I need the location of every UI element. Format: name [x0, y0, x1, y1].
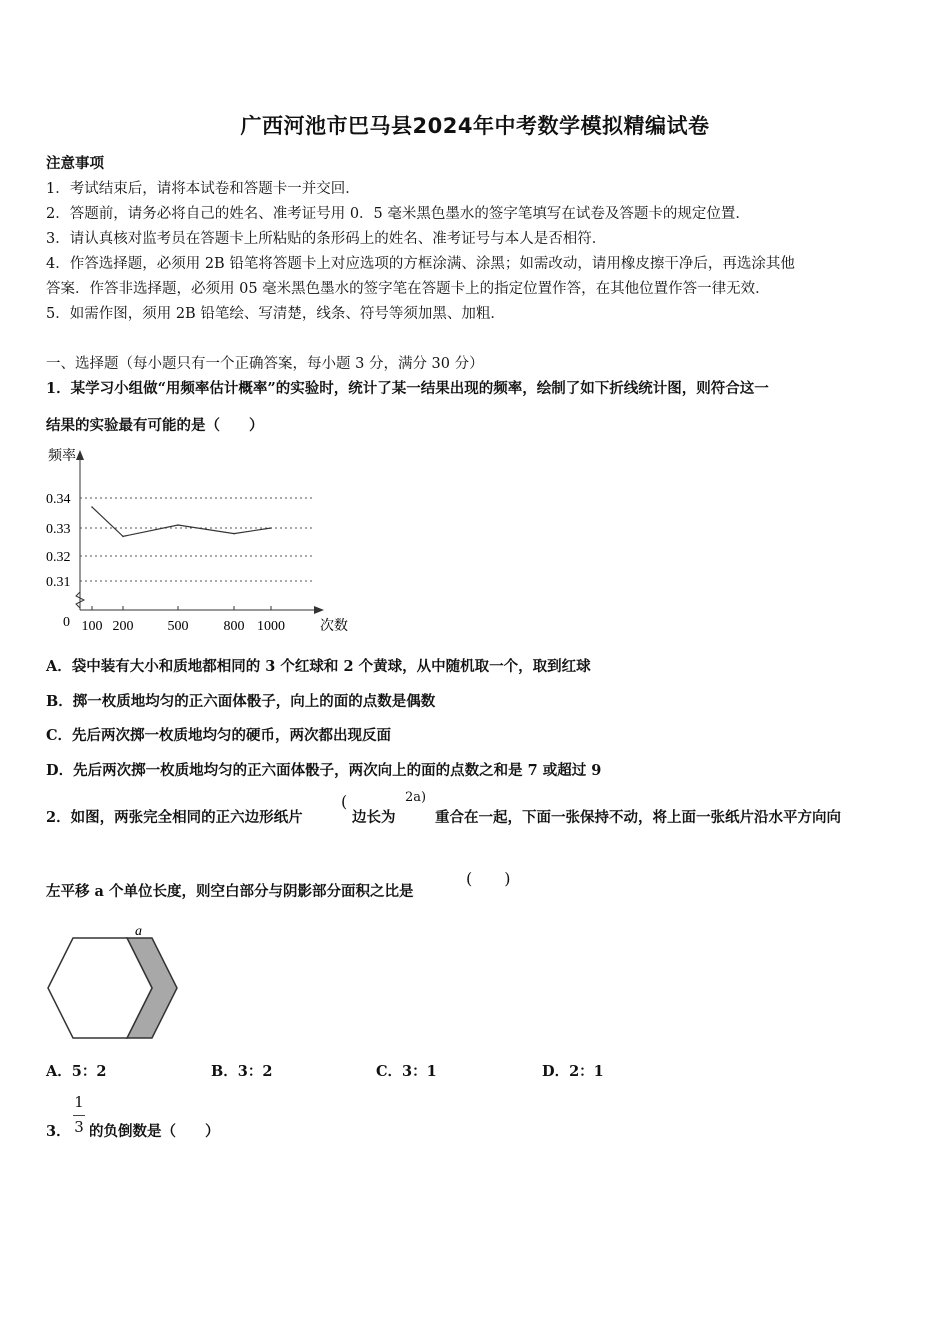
notice-heading: 注意事项 — [46, 155, 104, 172]
hexagon-figure — [40, 918, 190, 1044]
figure-label-a: a — [135, 924, 142, 939]
q2-stem-line2: 左平移 a 个单位长度，则空白部分与阴影部分面积之比是 — [46, 883, 414, 900]
q2-stem-a: 2．如图，两张完全相同的正六边形纸片 — [46, 809, 303, 826]
q2-option-d: D．2：1 — [542, 1063, 604, 1080]
notice-item-4: 4．作答选择题，必须用 2B 铅笔将答题卡上对应选项的方框涂满、涂黑；如需改动，请用橡皮擦干净后，再选涂其他 — [46, 256, 795, 272]
q2-option-c: C．3：1 — [376, 1063, 437, 1080]
notice-item-5: 5．如需作图，须用 2B 铅笔绘、写清楚，线条、符号等须加黑、加粗． — [46, 306, 505, 322]
q1-option-d: D．先后两次掷一枚质地均匀的正六面体骰子，两次向上的面的点数之和是 7 或超过 9 — [46, 762, 602, 779]
y-tick-label: 0.33 — [46, 522, 71, 537]
y-axis-arrow — [76, 450, 84, 460]
y-tick-label: 0.32 — [46, 550, 71, 565]
q3-prefix: 3． — [46, 1123, 71, 1140]
q3-fraction-bar — [73, 1115, 85, 1116]
x-axis-label: 次数 — [320, 619, 348, 634]
q1-option-c: C．先后两次掷一枚质地均匀的硬币，两次都出现反面 — [46, 727, 392, 744]
series-line — [92, 507, 271, 536]
q3-denominator: 3 — [74, 1118, 84, 1136]
chart-y-ticks — [46, 492, 71, 590]
page-title: 广西河池市巴马县2024年中考数学模拟精编试卷 — [240, 114, 710, 138]
q1-option-b: B．掷一枚质地均匀的正六面体骰子，向上的面的点数是偶数 — [46, 693, 436, 710]
notice-item-1: 1．考试结束后，请将本试卷和答题卡一并交回． — [46, 181, 360, 197]
y-tick-label: 0.34 — [46, 492, 71, 507]
y-axis-label: 频率 — [48, 449, 76, 464]
q2-superscript: 2a) — [405, 790, 427, 805]
q2-answer-paren: ( ) — [466, 869, 511, 888]
notice-item-2: 2．答题前，请务必将自己的姓名、准考证号用 0．5 毫米黑色墨水的签字笔填写在试卷及答题卡的规定位置． — [46, 206, 750, 222]
x-tick-label: 500 — [167, 619, 189, 634]
q1-stem-line1: 1．某学习小组做“用频率估计概率”的实验时，统计了某一结果出现的频率，绘制了如下折线统计图，则符合这一 — [46, 380, 769, 397]
q1-stem-line2: 结果的实验最有可能的是（ ） — [46, 417, 264, 434]
q2-stem-b: 边长为 — [352, 809, 396, 826]
notice-item-3: 3．请认真核对监考员在答题卡上所粘贴的条形码上的姓名、准考证号与本人是否相符． — [46, 231, 607, 247]
x-tick-label: 200 — [112, 619, 134, 634]
frequency-line-chart — [30, 442, 350, 642]
x-tick-label: 1000 — [257, 619, 285, 634]
origin-label: 0 — [63, 615, 70, 630]
q1-option-a: A．袋中装有大小和质地都相同的 3 个红球和 2 个黄球，从中随机取一个，取到红球 — [46, 658, 591, 675]
section-heading: 一、选择题（每小题只有一个正确答案，每小题 3 分，满分 30 分） — [46, 356, 484, 372]
q3-stem: 的负倒数是（ ） — [89, 1123, 220, 1140]
x-axis-arrow — [314, 606, 324, 614]
data-point — [177, 524, 179, 526]
q2-option-a: A．5：2 — [46, 1063, 107, 1080]
data-point — [270, 527, 272, 529]
q2-paren-open: ( — [341, 792, 348, 811]
notice-item-4-cont: 答案．作答非选择题，必须用 05 毫米黑色墨水的签字笔在答题卡上的指定位置作答，在其他位置作答一律无效． — [46, 281, 770, 297]
q2-stem-c: 重合在一起，下面一张保持不动，将上面一张纸片沿水平方向向 — [435, 809, 841, 826]
y-tick-label: 0.31 — [46, 575, 71, 590]
chart-gridlines — [80, 498, 314, 581]
q3-numerator: 1 — [74, 1093, 84, 1111]
data-point — [233, 533, 235, 535]
data-point — [122, 536, 124, 538]
q2-option-b: B．3：2 — [211, 1063, 273, 1080]
x-tick-label: 100 — [81, 619, 103, 634]
x-tick-label: 800 — [223, 619, 245, 634]
data-point — [91, 506, 93, 508]
